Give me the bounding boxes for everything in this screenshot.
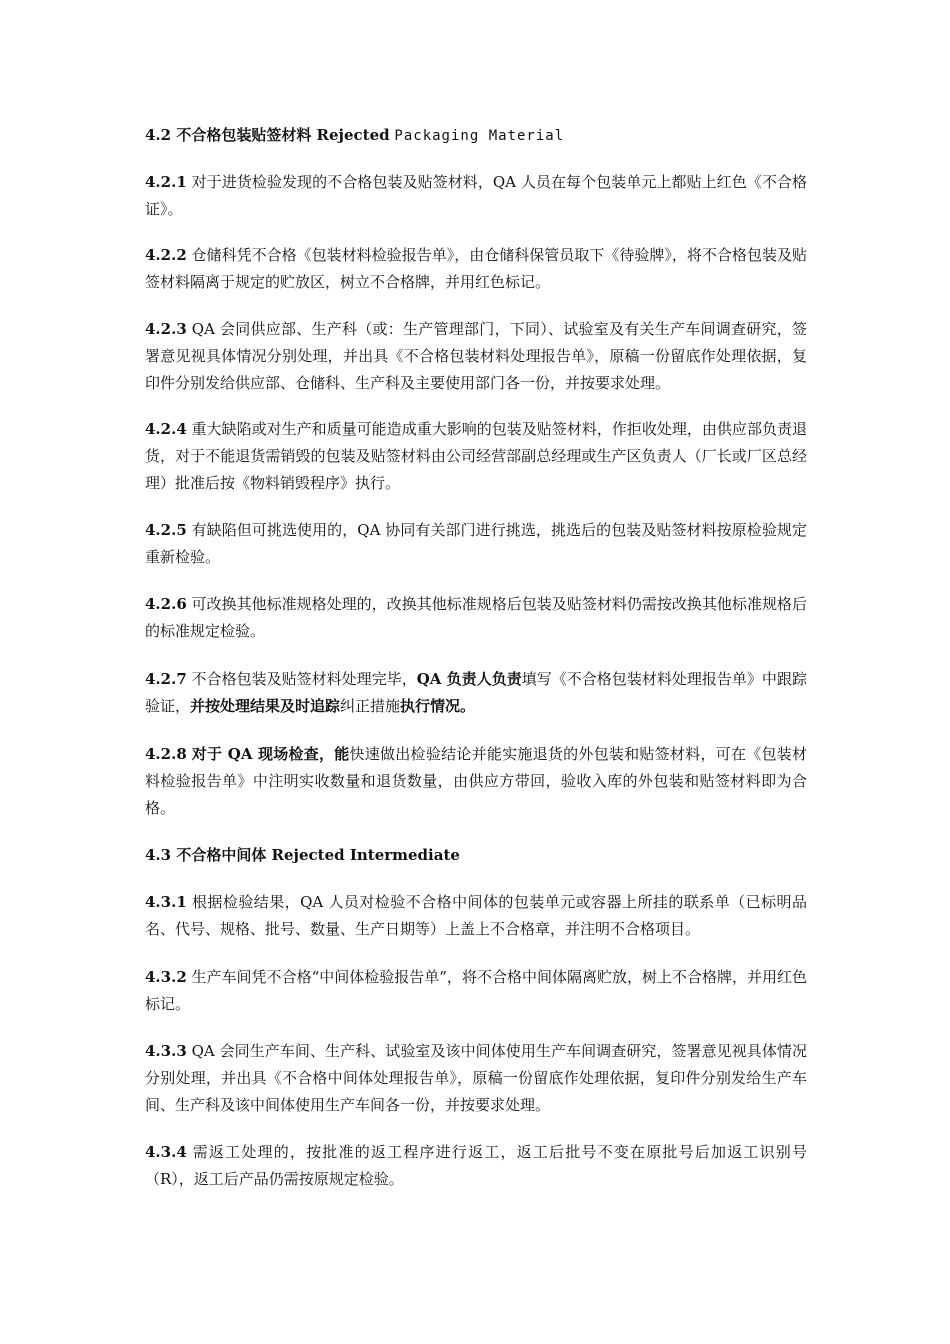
paragraph-4-3-2: [145, 964, 807, 1018]
paragraph-number: 4.2.6: [145, 595, 187, 613]
paragraph-number: 4.2.7: [145, 670, 187, 688]
paragraph-text: 需返工处理的，按批准的返工程序进行返工，返工后批号不变在原批号后加返工识别号（R），返工后产品仍需按原规定检验。: [145, 1143, 807, 1188]
paragraph-number: 4.2.5: [145, 521, 187, 539]
paragraph-4-2-5: [145, 517, 807, 571]
paragraph-number: 4.2.8: [145, 745, 187, 763]
paragraph-number: 4.2.3: [145, 320, 187, 338]
paragraph-text: 纠正措施: [340, 697, 401, 715]
paragraph-text: 可改换其他标准规格处理的，改换其他标准规格后包装及贴签材料仍需按改换其他标准规格后的标准规定检验。: [145, 595, 807, 640]
paragraph-number: 4.3.2: [145, 968, 187, 986]
paragraph-text: 对于进货检验发现的不合格包装及贴签材料，QA 人员在每个包装单元上都贴上红色《不合格证》。: [145, 173, 807, 218]
paragraph-text: 不合格包装及贴签材料处理完毕，: [191, 670, 417, 688]
paragraph-text: QA 会同供应部、生产科（或：生产管理部门，下同）、试验室及有关生产车间调查研究，签署意见视具体情况分别处理，并出具《不合格包装材料处理报告单》，原稿一份留底作处理依据，复印件分别发给供应部、仓储科、生产科及主要使用部门各一份，并按要求处理。: [145, 320, 807, 392]
paragraph-text: QA 会同生产车间、生产科、试验室及该中间体使用生产车间调查研究，签署意见视具体情况分别处理，并出具《不合格中间体处理报告单》，原稿一份留底作处理依据，复印件分别发给生产车间、生产科及该中间体使用生产车间各一份，并按要求处理。: [145, 1042, 807, 1114]
heading-english: Packaging Material: [394, 128, 565, 144]
paragraph-number: 4.2.4: [145, 420, 187, 438]
paragraph-text: 根据检验结果，QA 人员对检验不合格中间体的包装单元或容器上所挂的联系单（已标明品名、代号、规格、批号、数量、生产日期等）上盖上不合格章，并注明不合格项目。: [145, 893, 807, 938]
paragraph-4-2-3: [145, 316, 807, 397]
paragraph-text: 仓储科凭不合格《包装材料检验报告单》，由仓储科保管员取下《待验牌》，将不合格包装及贴签材料隔离于规定的贮放区，树立不合格牌，并用红色标记。: [145, 246, 807, 291]
paragraph-4-3-3: [145, 1038, 807, 1119]
heading-text: 4.3 不合格中间体 Rejected Intermediate: [145, 846, 460, 864]
heading-text: 4.2 不合格包装贴签材料 Rejected: [145, 126, 390, 144]
paragraph-text: 生产车间凭不合格“中间体检验报告单”，将不合格中间体隔离贮放，树上不合格牌，并用红色标记。: [145, 968, 807, 1013]
section-heading-4-3: [145, 842, 807, 869]
paragraph-4-3-1: [145, 889, 807, 943]
bold-text: QA 负责人负责: [416, 670, 522, 688]
paragraph-4-2-6: [145, 591, 807, 645]
bold-text: 并按处理结果及时追踪: [190, 697, 341, 715]
paragraph-4-2-2: [145, 242, 807, 296]
paragraph-number: 4.2.2: [145, 246, 187, 264]
paragraph-number: 4.3.3: [145, 1042, 187, 1060]
bold-text: 执行情况。: [400, 697, 476, 715]
paragraph-text: 重大缺陷或对生产和质量可能造成重大影响的包装及贴签材料，作拒收处理，由供应部负责退货，对于不能退货需销毁的包装及贴签材料由公司经营部副总经理或生产区负责人（厂长或厂区总经理）批准后按《物料销毁程序》执行。: [145, 420, 807, 492]
paragraph-number: 4.3.4: [145, 1143, 187, 1161]
paragraph-text: 填写《不合格包装材料处理报告单》中跟踪验证，: [145, 670, 807, 715]
paragraph-4-2-4: [145, 416, 807, 497]
paragraph-number: 4.2.1: [145, 173, 187, 191]
paragraph-text: 快速做出检验结论并能实施退货的外包装和贴签材料，可在《包装材料检验报告单》中注明实收数量和退货数量，由供应方带回，验收入库的外包装和贴签材料即为合格。: [145, 745, 807, 817]
paragraph-text: 有缺陷但可挑选使用的，QA 协同有关部门进行挑选，挑选后的包装及贴签材料按原检验规定重新检验。: [145, 521, 807, 566]
paragraph-4-3-4: [145, 1139, 807, 1193]
paragraph-number: 4.3.1: [145, 893, 187, 911]
section-heading-4-2: [145, 122, 807, 150]
paragraph-4-2-7: [145, 666, 807, 720]
bold-text: 对于 QA 现场检查，能: [191, 745, 350, 763]
paragraph-4-2-1: [145, 169, 807, 223]
paragraph-4-2-8: [145, 741, 807, 822]
